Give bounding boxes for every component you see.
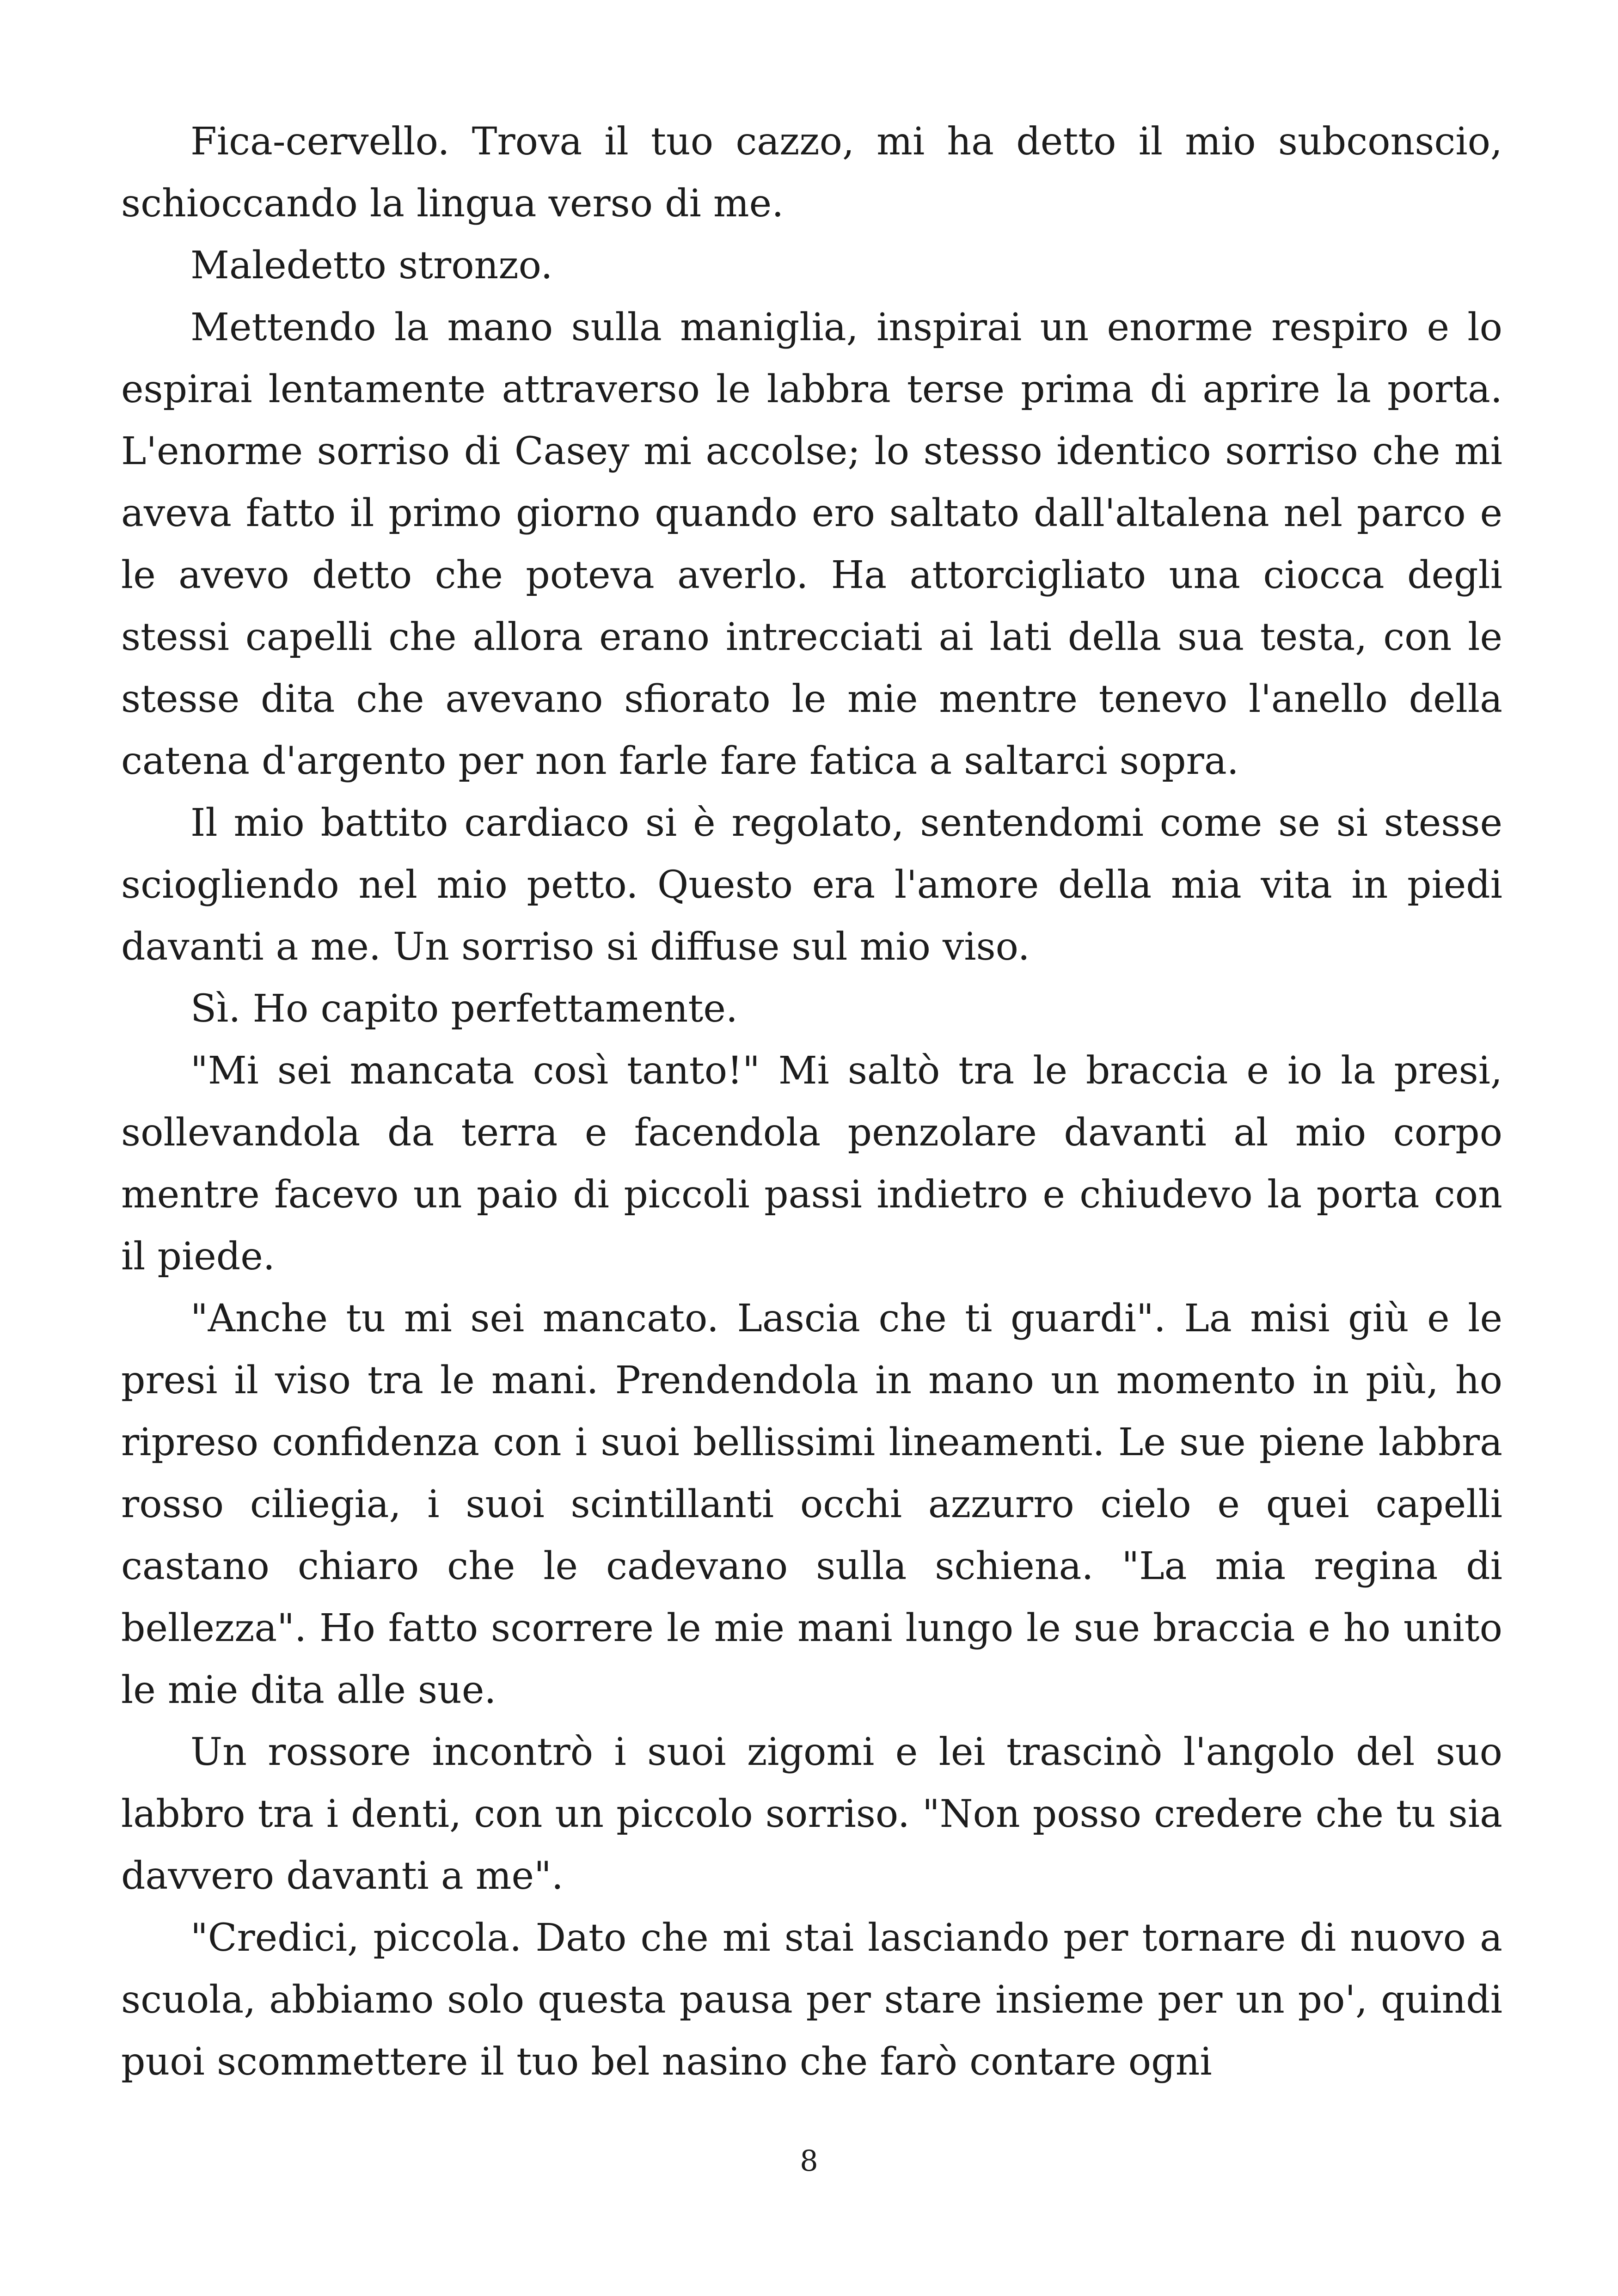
paragraph: Un rossore incontrò i suoi zigomi e lei trascinò l'angolo del suo labbro tra i denti, con un piccolo sorriso. "Non posso credere che tu sia davvero davanti a me". [121, 1730, 1502, 1898]
paragraph: Maledetto stronzo. [190, 244, 553, 288]
paragraph: Fica-cervello. Trova il tuo cazzo, mi ha detto il mio subconscio, schioccando la lingua verso di me. [121, 120, 1502, 226]
paragraph: Sì. Ho capito perfettamente. [190, 987, 738, 1031]
page-number: 8 [800, 2144, 818, 2178]
paragraph: Il mio battito cardiaco si è regolato, sentendomi come se si stesse sciogliendo nel mio petto. Questo era l'amore della mia vita in piedi davanti a me. Un sorriso si diffuse sul mio viso. [121, 801, 1502, 969]
paragraph: Mettendo la mano sulla maniglia, inspirai un enorme respiro e lo espirai lentamente attraverso le labbra terse prima di aprire la porta. L'enorme sorriso di Casey mi accolse; lo stesso identico sorriso che mi aveva fatto il primo giorno quando ero saltato dall'altalena nel parco e le avevo detto che poteva averlo. Ha attorcigliato una ciocca degli stessi capelli che allora erano intrecciati ai lati della sua testa, con le stesse dita che avevano sfiorato le mie mentre tenevo l'anello della catena d'argento per non farle fare fatica a saltarci sopra. [121, 306, 1502, 783]
paragraph: "Anche tu mi sei mancato. Lascia che ti guardi". La misi giù e le presi il viso tra le mani. Prendendola in mano un momento in più, ho ripreso confidenza con i suoi bellissimi lineamenti. Le sue piene labbra rosso ciliegia, i suoi scintillanti occhi azzurro cielo e quei capelli castano chiaro che le cadevano sulla schiena. "La mia regina di bellezza". Ho fatto scorrere le mie mani lungo le sue braccia e ho unito le mie dita alle sue. [121, 1297, 1502, 1712]
page-body [121, 111, 1502, 2093]
paragraph: "Credici, piccola. Dato che mi stai lasciando per tornare di nuovo a scuola, abbiamo solo questa pausa per stare insieme per un po', quindi puoi scommettere il tuo bel nasino che farò contare ogni [121, 1916, 1502, 2084]
paragraph: "Mi sei mancata così tanto!" Mi saltò tra le braccia e io la presi, sollevandola da terra e facendola penzolare davanti al mio corpo mentre facevo un paio di piccoli passi indietro e chiudevo la porta con il piede. [121, 1049, 1502, 1279]
